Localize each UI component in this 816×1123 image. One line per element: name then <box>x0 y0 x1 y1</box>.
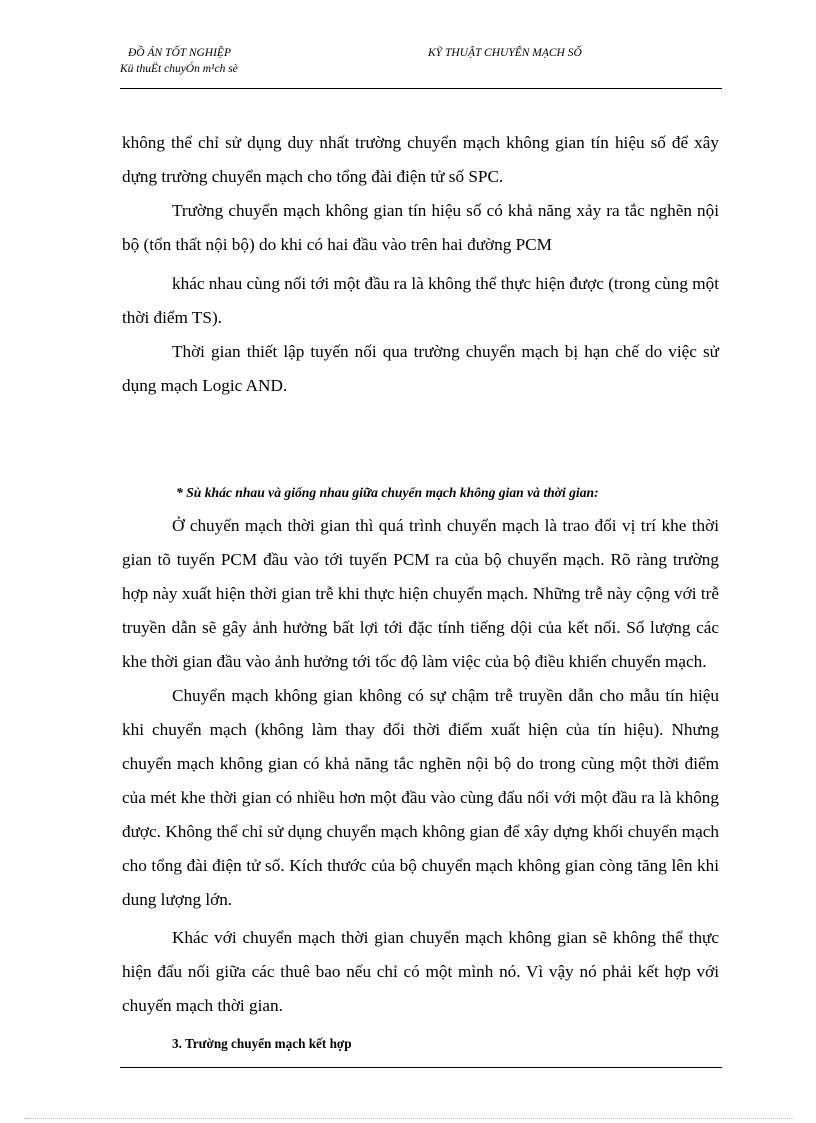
comparison-subheading: * Sù khác nhau và giống nhau giữa chuyển mạch không gian và thời gian: <box>176 485 599 500</box>
page-header <box>120 47 720 87</box>
paragraph-1: không thể chỉ sử dụng duy nhất trường chuyển mạch không gian tín hiệu số để xây dựng trường chuyển mạch cho tổng đài điện tử số SPC. <box>122 133 719 186</box>
header-thesis-label: ĐỒ ÁN TỐT NGHIỆP <box>128 47 231 59</box>
header-divider <box>120 88 722 89</box>
paragraph-7: Khác với chuyển mạch thời gian chuyển mạch không gian sẽ không thể thực hiện đấu nối giữa các thuê bao nếu chỉ có một mình nó. Vì vậy nó phải kết hợp với chuyển mạch thời gian. <box>122 928 719 1015</box>
paragraph-3: khác nhau cùng nối tới một đầu ra là không thể thực hiện được (trong cùng một thời điểm TS). <box>122 274 719 327</box>
page-body <box>122 126 719 1054</box>
paragraph-6: Chuyển mạch không gian không có sự chậm trễ truyền dẫn cho mẫu tín hiệu khi chuyển mạch (không làm thay đổi thời điểm xuất hiện của tín hiệu). Nhưng chuyển mạch không gian có khả năng tắc nghẽn nội bộ do trong cùng một thời điểm của mét khe thời gian có nhiều hơn một đầu vào cùng đấu nối với một đầu ra là không được. Không thể chỉ sử dụng chuyển mạch không gian để xây dựng khối chuyển mạch cho tổng đài điện tử số. Kích thước của bộ chuyển mạch không gian còng tăng lên khi dung lượng lớn. <box>122 686 719 909</box>
page-edge-dotted-line <box>24 1118 794 1119</box>
header-chapter-title: KỸ THUẬT CHUYỂN MẠCH SỐ <box>428 47 582 59</box>
paragraph-2: Trường chuyển mạch không gian tín hiệu số có khả năng xảy ra tắc nghẽn nội bộ (tổn thất nội bộ) do khi có hai đầu vào trên hai đường PCM <box>122 201 719 254</box>
header-subtitle: Kü thuËt chuyÓn m¹ch sè <box>120 63 238 75</box>
footer-divider <box>120 1067 722 1068</box>
paragraph-4: Thời gian thiết lập tuyến nối qua trường chuyển mạch bị hạn chế do việc sử dụng mạch Logic AND. <box>122 342 719 395</box>
section-heading: 3. Trường chuyển mạch kết hợp <box>172 1036 352 1051</box>
paragraph-5: Ở chuyển mạch thời gian thì quá trình chuyển mạch là trao đổi vị trí khe thời gian tõ tuyến PCM đầu vào tới tuyến PCM ra của bộ chuyển mạch. Rõ ràng trường hợp này xuất hiện thời gian trễ khi thực hiện chuyển mạch. Những trễ này cộng với trễ truyền dẫn sẽ gây ảnh hưởng bất lợi tới đặc tính tiếng dội của kết nối. Số lượng các khe thời gian đầu vào ảnh hưởng tới tốc độ làm việc của bộ điều khiển chuyển mạch. <box>122 516 719 671</box>
